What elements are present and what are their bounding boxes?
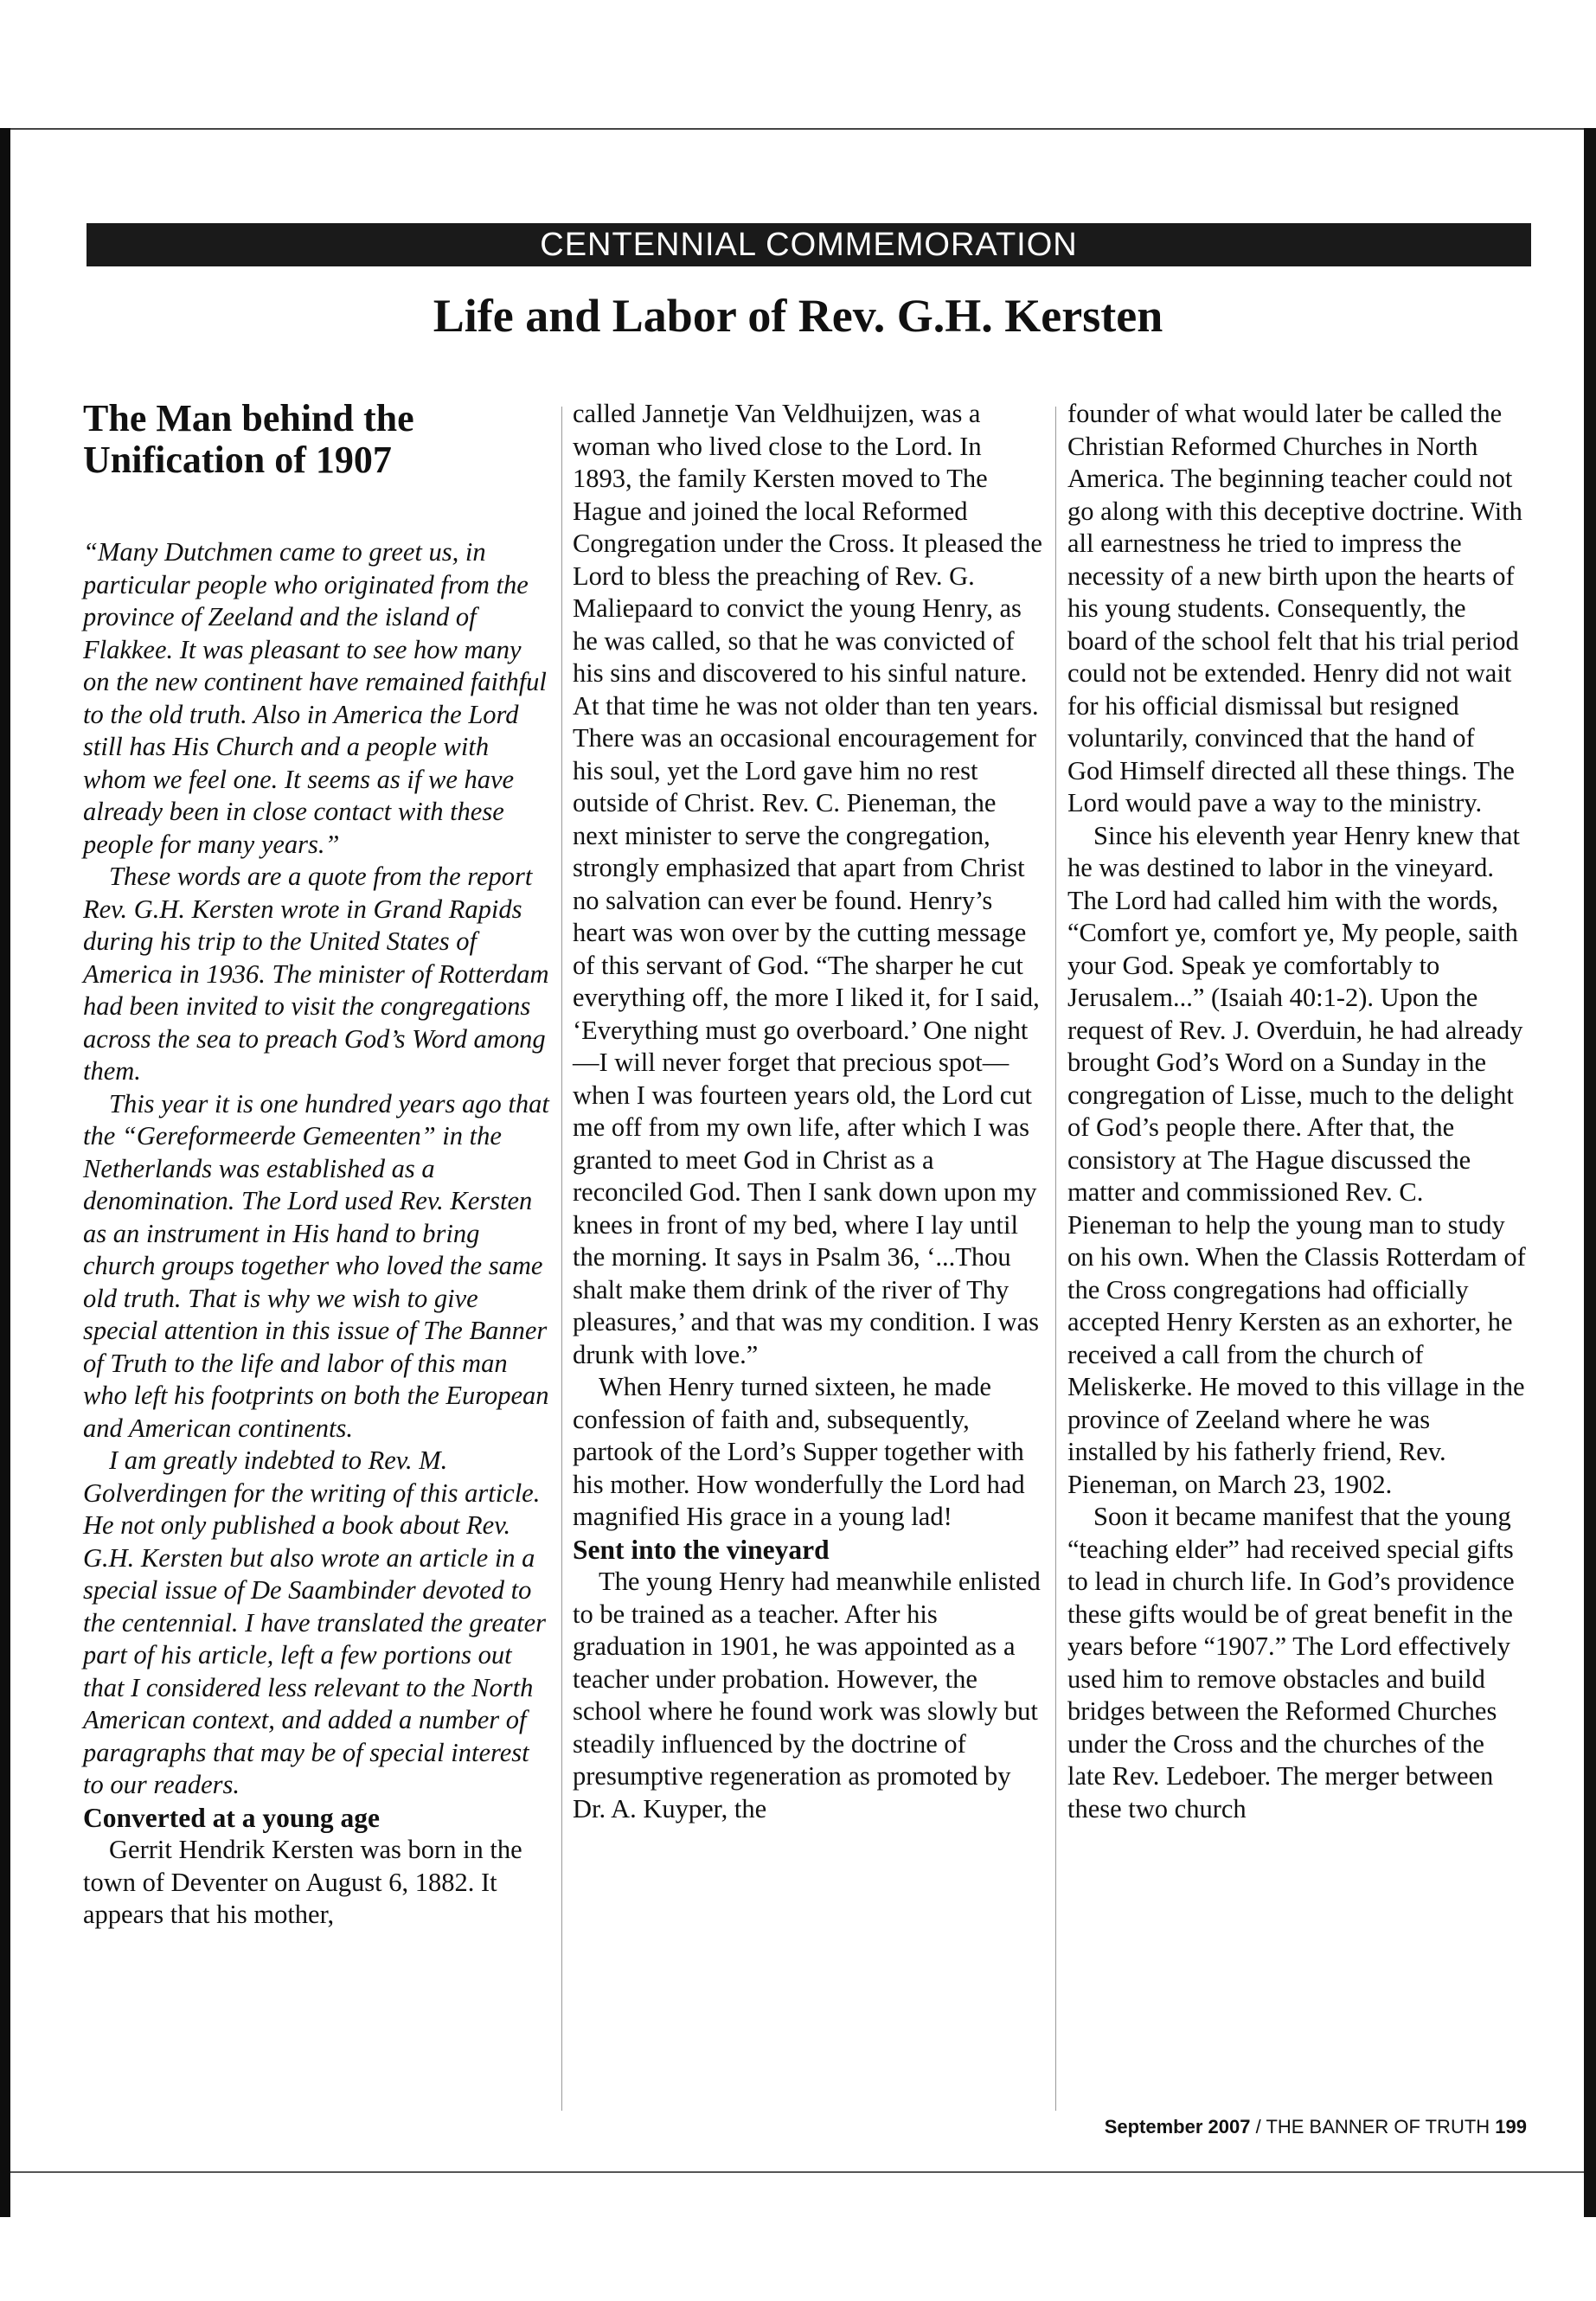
body-paragraph: founder of what would later be called the Christian Reformed Churches in North America. The beginning teacher could not go along with this deceptive doctrine. With all earnestness he tried to impress the necessity of a new birth upon the hearts of his young students. Consequently, the board of the school felt that his trial period could not be extended. Henry did not wait for his official dismissal but resigned voluntarily, convinced that the hand of God Himself directed all these things. The Lord would pave a way to the ministry. [1067,399,1522,817]
scan-edge-right [1584,128,1596,2217]
body-paragraph: called Jannetje Van Veldhuijzen, was a woman who lived close to the Lord. In 1893, the family Kersten moved to The Hague and joined the local Reformed Congregation under the Cross. It pleased the Lord to bless the preaching of Rev. G. Maliepaard to convict the young Henry, as he was called, so that he was convicted of his sins and discovered to his sinful nature. At that time he was not older than ten years. There was an occasional encouragement for his soul, yet the Lord gave him no rest outside of Christ. Rev. C. Pieneman, the next minister to serve the congregation, strongly emphasized that apart from Christ no salvation can ever be found. Henry’s heart was won over by the cutting message of this servant of God. “The sharper he cut everything off, the more I liked it, for I said, ‘Everything must go overboard.’ One night—I will never forget that precious spot—when I was fourteen years old, the Lord cut me off from my own life, after which I was granted to meet God in Christ as a reconciled God. Then I sank down upon my knees in front of my bed, where I lay until the morning. It says in Psalm 36, ‘...Thou shalt make them drink of the river of Thy pleasures,’ and that was my condition. I was drunk with love.” [573,399,1042,1369]
column-left [83,398,550,1932]
section-heading-converted: Converted at a young age [83,1802,380,1833]
article-title: Life and Labor of Rev. G.H. Kersten [433,290,1163,342]
footer-separator: / [1255,2116,1261,2138]
column-divider [561,407,562,2111]
banner-label: CENTENNIAL COMMEMORATION [540,226,1078,263]
page-bottom-rule [10,2171,1584,2173]
page-footer [1105,2116,1527,2138]
column-middle [573,398,1047,1825]
intro-paragraph: These words are a quote from the report Rev. G.H. Kersten wrote in Grand Rapids during his trip to the United States of America in 1936. The minister of Rotterdam had been invited to visit the congregations across the sea to preach God’s Word among them. [83,862,549,1086]
intro-quote: “Many Dutchmen came to greet us, in particular people who originated from the province of Zeeland and the island of Flakkee. It was pleasant to see how many on the new continent have remained faithful to the old truth. Also in America the Lord still has His Church and a people with whom we feel one. It seems as if we have already been in close contact with these people for many years.” [83,537,547,859]
body-paragraph: Soon it became manifest that the young “teaching elder” had received special gifts to lead in church life. In God’s providence these gifts would be of great benefit in the years before “1907.” The Lord effectively used him to remove obstacles and build bridges between the Reformed Churches under the Cross and the churches of the late Rev. Ledeboer. The merger between these two church [1067,1502,1515,1823]
page-number: 199 [1495,2116,1527,2138]
footer-date: September 2007 [1104,2116,1251,2138]
section-heading-vineyard: Sent into the vineyard [573,1534,830,1565]
body-paragraph: When Henry turned sixteen, he made confession of faith and, subsequently, partook of the Lord’s Supper together with his mother. How wonderfully the Lord had magnified His grace in a young lad! [573,1372,1025,1531]
intro-paragraph: This year it is one hundred years ago that the “Gereformeerde Gemeenten” in the Netherlands was established as a denomination. The Lord used Rev. Kersten as an instrument in His hand to bring church groups together who loved the same old truth. That is why we wish to give special attention in this issue of The Banner of Truth to the life and labor of this man who left his footprints on both the European and American continents. [83,1088,549,1443]
intro-paragraph: I am greatly indebted to Rev. M. Golverdingen for the writing of this article. He not only published a book about Rev. G.H. Kersten but also wrote an article in a special issue of De Saambinder devoted to the centennial. I have translated the greater part of his article, left a few portions out that I considered less relevant to the North American context, and added a number of paragraphs that may be of special interest to our readers. [83,1445,547,1799]
body-paragraph: Since his eleventh year Henry knew that he was destined to labor in the vineyard. The Lord had called him with the words, “Comfort ye, comfort ye, My people, saith your God. Speak ye comfortably to Jerusalem...” (Isaiah 40:1-2). Upon the request of Rev. J. Overduin, he had already brought God’s Word on a Sunday in the congregation of Lisse, much to the delight of God’s people there. After that, the consistory at The Hague discussed the matter and commissioned Rev. C. Pieneman to help the young man to study on his own. When the Classis Rotterdam of the Cross congregations had officially accepted Henry Kersten as an exhorter, he received a call from the church of Meliskerke. He moved to this village in the province of Zeeland where he was installed by his fatherly friend, Rev. Pieneman, on March 23, 1902. [1067,820,1526,1499]
article-subtitle: The Man behind the Unification of 1907 [83,397,414,481]
body-paragraph: The young Henry had meanwhile enlisted to be trained as a teacher. After his graduation in 1901, he was appointed as a teacher under probation. However, the school where he found work was slowly but steadily influenced by the doctrine of presumptive regeneration as promoted by Dr. A. Kuyper, the [573,1567,1041,1823]
scan-edge-left [0,128,10,2217]
column-divider [1055,407,1056,2111]
column-right [1067,398,1526,1825]
section-banner [87,223,1531,266]
body-paragraph: Gerrit Hendrik Kersten was born in the town of Deventer on August 6, 1882. It appears that his mother, [83,1835,522,1929]
footer-magazine: THE BANNER OF TRUTH [1266,2116,1490,2138]
page-top-rule [10,128,1584,130]
